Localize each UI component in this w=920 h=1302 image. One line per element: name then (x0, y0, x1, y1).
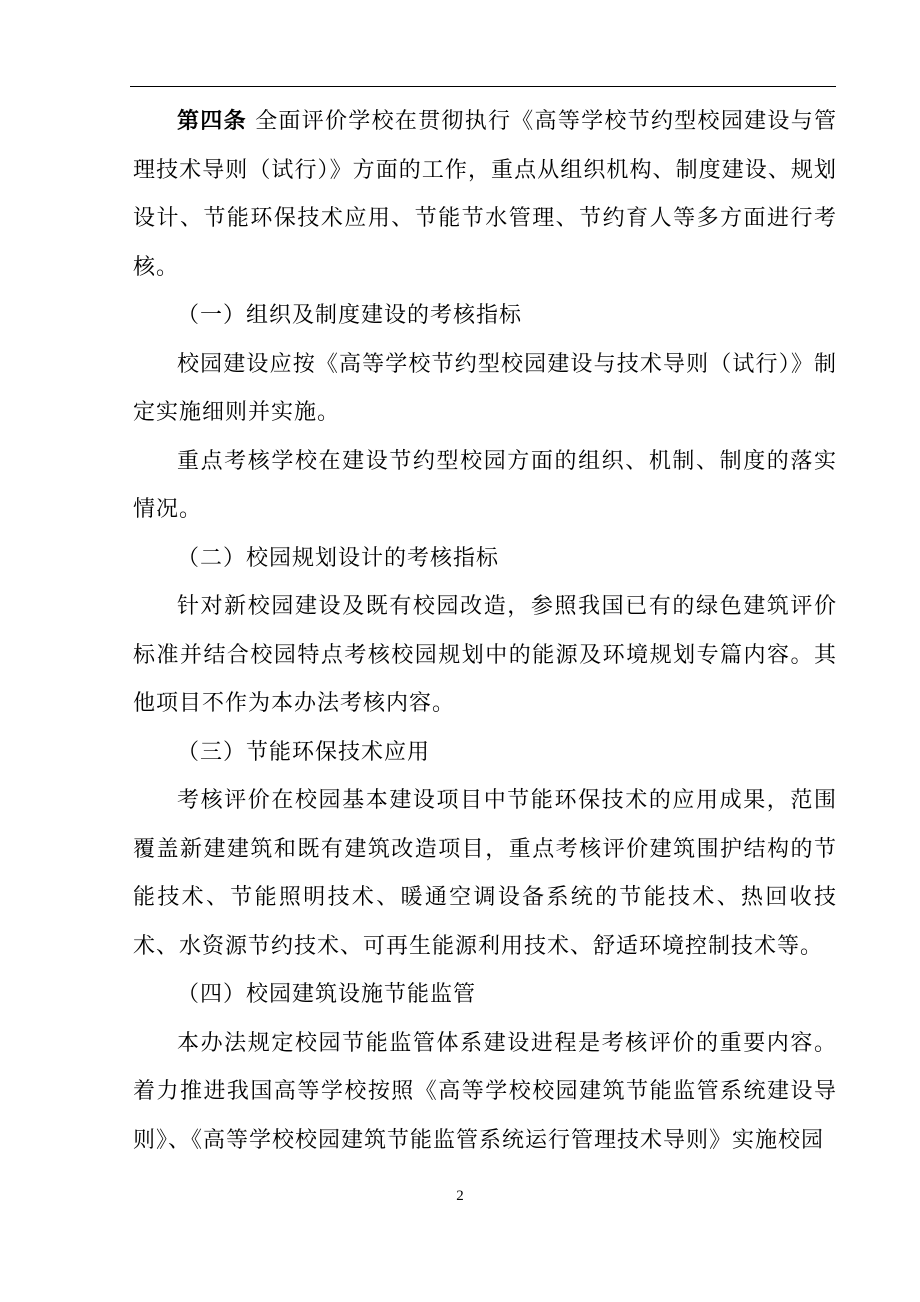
section-heading-3: （三）节能环保技术应用 (177, 739, 431, 765)
article-text: 全面评价学校在贯彻执行《高等学校节约型校园建设与管理技术导则（试行）》方面的工作，重点从组织机构、制度建设、规划设计、节能环保技术应用、节能节水管理、节约育人等多方面进行考核。 (133, 109, 837, 280)
section-heading-4: （四）校园建筑设施节能监管 (177, 982, 477, 1007)
page-number: 2 (456, 1188, 464, 1204)
paragraph: 本办法规定校园节能监管体系建设进程是考核评价的重要内容。着力推进我国高等学校按照《高等学校校园建筑节能监管系统建设导则》、《高等学校校园建筑节能监管系统运行管理技术导则》实施校园 (133, 1030, 837, 1153)
article-label: 第四条 (177, 108, 247, 134)
header-rule (130, 86, 836, 87)
document-body (133, 97, 837, 1165)
paragraph: 重点考核学校在建设节约型校园方面的组织、机制、制度的落实情况。 (133, 448, 837, 522)
paragraph: 校园建设应按《高等学校节约型校园建设与技术导则（试行）》制定实施细则并实施。 (133, 351, 837, 425)
section-heading-1: （一）组织及制度建设的考核指标 (177, 303, 523, 328)
paragraph: 针对新校园建设及既有校园改造，参照我国已有的绿色建筑评价标准并结合校园特点考核校园规划中的能源及环境规划专篇内容。其他项目不作为本办法考核内容。 (133, 594, 837, 716)
section-heading-2: （二）校园规划设计的考核指标 (177, 545, 500, 571)
paragraph: 考核评价在校园基本建设项目中节能环保技术的应用成果，范围覆盖新建建筑和既有建筑改造项目，重点考核评价建筑围护结构的节能技术、节能照明技术、暖通空调设备系统的节能技术、热回收技术、水资源节约技术、可再生能源利用技术、舒适环境控制技术等。 (133, 788, 837, 959)
article-paragraph (133, 97, 837, 292)
